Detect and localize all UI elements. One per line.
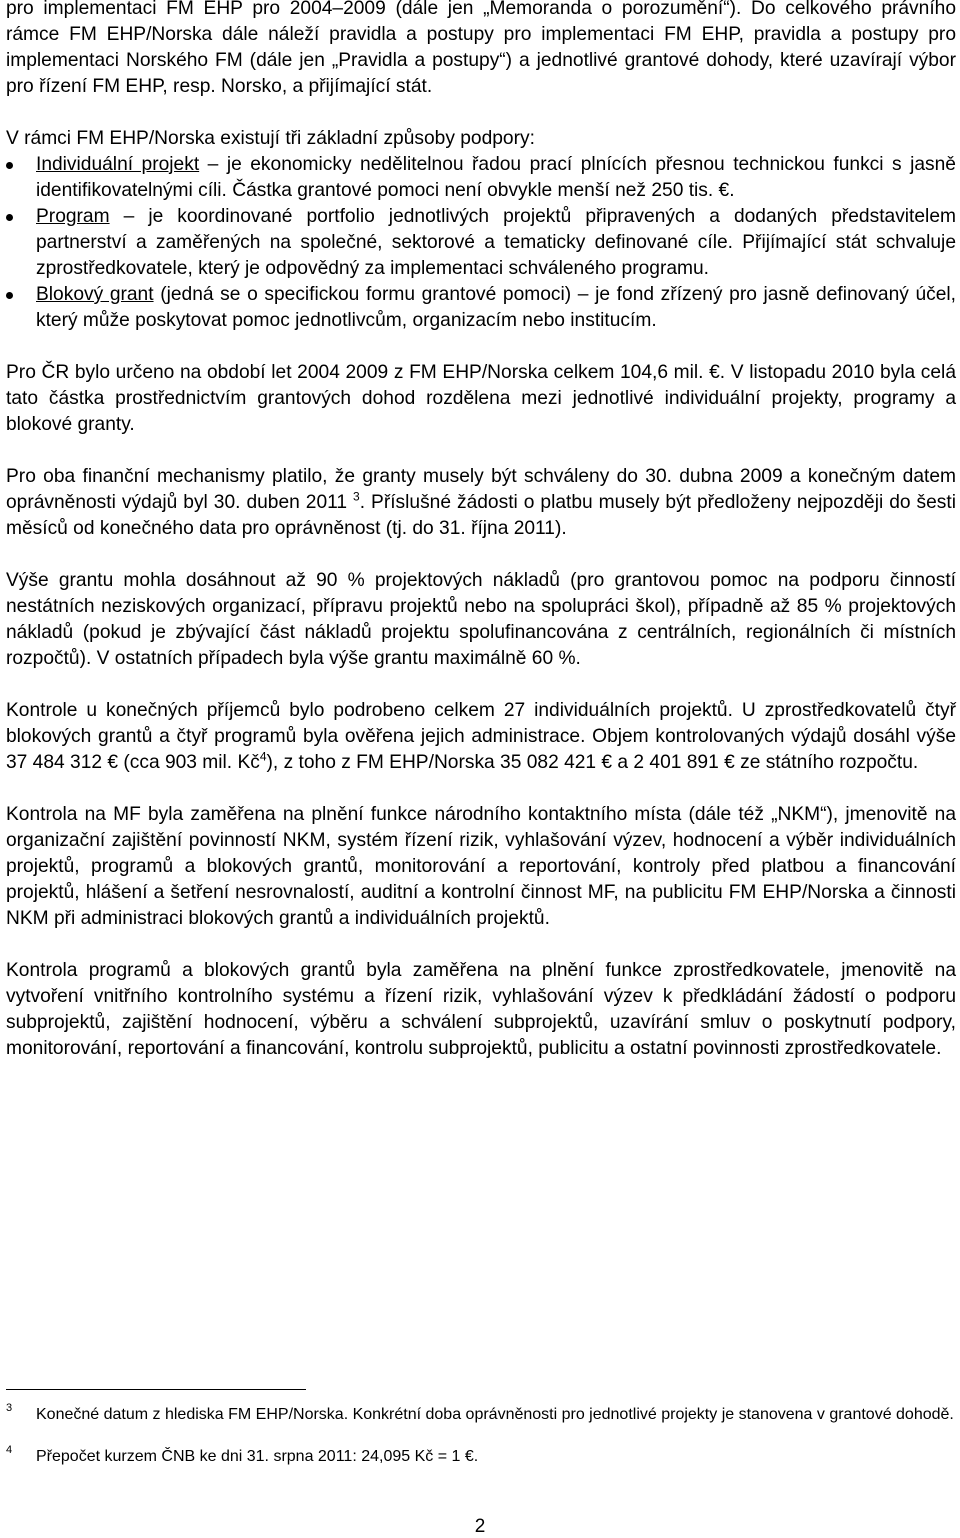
support-type-dash: – (207, 154, 219, 175)
support-type-text: je koordinované portfolio jednotlivých projektů připravených a dodaných představitelem partnerství a zaměřených na společné, sektorové a tematicky definované cíle. Přijímající stát schvaluje zprostředkovatele, který je odpovědný za implementaci schváleného programu. (36, 206, 956, 279)
paragraph-mf-control: Kontrola na MF byla zaměřena na plnění funkce národního kontaktního místa (dále též „NKM“), jmenovitě na organizační zajištění povinností NKM, systém řízení rizik, vyhlašování výzev, hodnocení a výběr individuálních projektů, programů a blokových grantů, monitorování a reportování, kontroly před platbou a financování projektů, hlášení a šetření nesrovnalostí, auditní a kontrolní činnost MF, na publicitu FM EHP/Norska a činnosti NKM při administraci blokových grantů a individuálních projektů. (6, 804, 956, 929)
support-types-list (6, 152, 956, 334)
footnote-ref-3[interactable]: 3 (353, 489, 360, 504)
support-type-term: Program (36, 206, 110, 227)
allocation-text-a: Pro ČR bylo určeno na období let 2004 (6, 362, 340, 383)
control-text-a: Kontrole u konečných příjemců bylo podrobeno celkem 27 individuálních projektů. U zprostředkovatelů čtyř blokových grantů a čtyř programů byla ověřena jejich administrace. Objem kontrolovaných výdajů dosáhl výše 37 484 312 € (cca 903 mil. Kč (6, 700, 956, 773)
paragraph-deadlines (6, 464, 956, 542)
allocation-text-b: 2009 z FM EHP/Norska celkem 104,6 mil. €. V listopadu 2010 byla celá tato částka prostřednictvím grantových dohod rozdělena mezi jednotlivé individuální projekty, programy a blokové granty. (6, 362, 956, 435)
footnote-3 (6, 1402, 956, 1424)
page-number: 2 (474, 1516, 486, 1537)
footnote-separator (6, 1389, 306, 1390)
support-type-term: Individuální projekt (36, 154, 200, 175)
paragraph-controls (6, 698, 956, 776)
support-type-term: Blokový grant (36, 284, 154, 305)
control-text-b: ), z toho z FM EHP/Norska 35 082 421 € a 2 401 891 € ze státního rozpočtu. (266, 752, 919, 773)
footnote-number: 3 (6, 1402, 13, 1414)
footnote-4 (6, 1444, 956, 1466)
paragraph-allocation (6, 360, 956, 438)
document-page (6, 0, 956, 1062)
support-type-item (6, 282, 956, 334)
paragraph-programs-control: Kontrola programů a blokových grantů byla zaměřena na plnění funkce zprostředkovatele, jmenovitě na vytvoření vnitřního kontrolního systému a řízení rizik, vyhlašování výzev k předkládání žádostí o podporu subprojektů, zajištění hodnocení, výběru a schválení subprojektů, uzavírání smluv o poskytnutí podpory, monitorování, reportování a financování, kontrolu subprojektů, publicitu a ostatní povinnosti zprostředkovatele. (6, 960, 956, 1059)
deadline-text-b: . Příslušné žádosti o platbu musely být předloženy nejpozději do šesti měsíců od konečného data pro oprávněnost (tj. do 31. října 2011). (6, 492, 956, 539)
footnote-number: 4 (6, 1444, 13, 1456)
footnote-ref-4[interactable]: 4 (259, 749, 267, 764)
deadline-text-a: Pro oba finanční mechanismy platilo, že granty musely být schváleny do 30. dubna 2009 a konečným datem oprávněnosti výdajů byl 30. duben 2011 (6, 466, 956, 513)
support-type-dash: – (123, 206, 135, 227)
support-type-text: (jedná se o specifickou formu grantové pomoci) – je fond zřízený pro jasně definovaný účel, který může poskytovat pomoc jednotlivcům, organizacím nebo institucím. (36, 284, 956, 331)
footnote-text: Přepočet kurzem ČNB ke dni 31. srpna 2011: 24,095 Kč = 1 €. (36, 1448, 479, 1465)
support-type-text: je ekonomicky nedělitelnou řadou prací plnících přesnou technickou funkci s jasně identifikovatelnými cíli. Částka grantové pomoci není obvykle menší než 250 tis. €. (36, 154, 956, 201)
bullet-icon (6, 214, 13, 221)
paragraph-legal-framework: pro implementaci FM EHP pro 2004–2009 (dále jen „Memoranda o porozumění“). Do celkového právního rámce FM EHP/Norska dále náleží pravidla a postupy pro implementaci FM EHP, pravidla a postupy pro implementaci Norského FM (dále jen „Pravidla a postupy“) a jednotlivé grantové dohody, které uzavírají výbor pro řízení FM EHP, resp. Norsko, a přijímající stát. (6, 0, 956, 97)
bullet-icon (6, 162, 13, 169)
paragraph-support-types-intro: V rámci FM EHP/Norska existují tři základní způsoby podpory: (6, 128, 535, 149)
bullet-icon (6, 292, 13, 299)
support-type-item (6, 152, 956, 204)
support-type-item (6, 204, 956, 282)
footnote-text: Konečné datum z hlediska FM EHP/Norska. Konkrétní doba oprávněnosti pro jednotlivé projekty je stanovena v grantové dohodě. (36, 1406, 954, 1423)
paragraph-grant-amount: Výše grantu mohla dosáhnout až 90 % projektových nákladů (pro grantovou pomoc na podporu činností nestátních neziskových organizací, přípravu projektů nebo na spolupráci škol), případně až 85 % projektových nákladů (pokud je zbývající část nákladů projektu spolufinancována z centrálních, regionálních či místních rozpočtů). V ostatních případech byla výše grantu maximálně 60 %. (6, 570, 956, 669)
